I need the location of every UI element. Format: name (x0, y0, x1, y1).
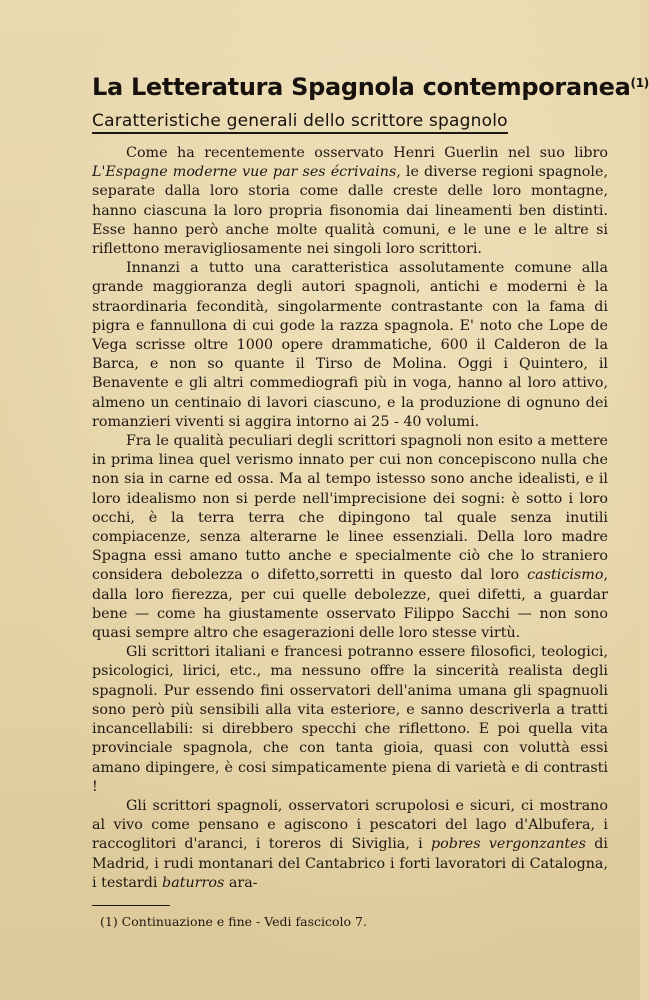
paragraph-1: Come ha recentemente osservato Henri Guerlin nel suo libro L'Espagne moderne vue par ses écrivains, le diverse regioni spagnole, separate dalla loro storia come dalle creste delle loro montagne, hanno ciascuna la loro propria fisonomia dai lineamenti ben distinti. Esse hanno però anche molte qualità comuni, e le une e le altre si riflettono meravigliosamente nei singoli loro scrittori. (92, 145, 608, 258)
footnote-divider (92, 905, 170, 906)
paragraph-4: Gli scrittori italiani e francesi potranno essere filosofici, teologici, psicologici, lirici, etc., ma nessuno offre la sincerità realista degli spagnoli. Pur essendo fini osservatori dell'anima umana gli spagnuoli sono però più sensibili alla vita esteriore, e sanno descriverla a tratti incancellabili: si direbbero specchi che riflettono. E poi quella vita provinciale spagnola, che con tanta gioia, quasi con voluttà essi amano dipingere, è cosi simpaticamente piena di varietà e di contrasti ! (92, 644, 608, 795)
article-title (92, 72, 649, 102)
article-body (92, 144, 608, 893)
footnote: (1) Continuazione e fine - Vedi fascicolo 7. (100, 913, 367, 929)
paragraph-3: Fra le qualità peculiari degli scrittori spagnoli non esito a mettere in prima linea quel verismo innato per cui non concepiscono nulla che non sia in carne ed ossa. Ma al tempo istesso sono anche idealisti, e il loro idealismo non si perde nell'imprecisione dei sogni: è sotto i loro occhi, è la terra terra che dipingono tal quale senza inutili compiacenze, senza alterarne le linee essenziali. Della loro madre Spagna essi amano tutto anche e specialmente ciò che lo straniero considera debolezza o difetto,sorretti in questo dal loro casticismo, dalla loro fierezza, per cui quelle debolezze, quei difetti, a guardar bene — come ha giustamente osservato Filippo Sacchi — non sono quasi sempre altro che esagerazioni delle loro stesse virtù. (92, 433, 608, 642)
title-footnote-marker: (1) (630, 76, 649, 90)
paragraph-5: Gli scrittori spagnoli, osservatori scrupolosi e sicuri, ci mostrano al vivo come pensano e agiscono i pescatori del lago d'Albufera, i raccoglitori d'aranci, i toreros di Siviglia, i pobres vergonzantes di Madrid, i rudi montanari del Cantabrico i forti lavoratori di Catalogna, i testardi baturros ara- (92, 797, 608, 891)
article-subtitle: Caratteristiche generali dello scrittore spagnolo (92, 110, 508, 134)
article-title-text: La Letteratura Spagnola contemporanea (92, 73, 631, 101)
paragraph-2: Innanzi a tutto una caratteristica assolutamente comune alla grande maggioranza degli autori spagnoli, antichi e moderni è la straordinaria fecondità, singolarmente contrastante con la fama di pigra e fannullona di cui gode la razza spagnola. E' noto che Lope de Vega scrisse oltre 1000 opere drammatiche, 600 il Calderon de la Barca, e non so quante il Tirso de Molina. Oggi i Quintero, il Benavente e gli altri commediografi più in voga, hanno al loro attivo, almeno un centinaio di lavori ciascuno, e la produzione di ognuno dei romanzieri viventi si aggira intorno ai 25 - 40 volumi. (92, 260, 608, 430)
